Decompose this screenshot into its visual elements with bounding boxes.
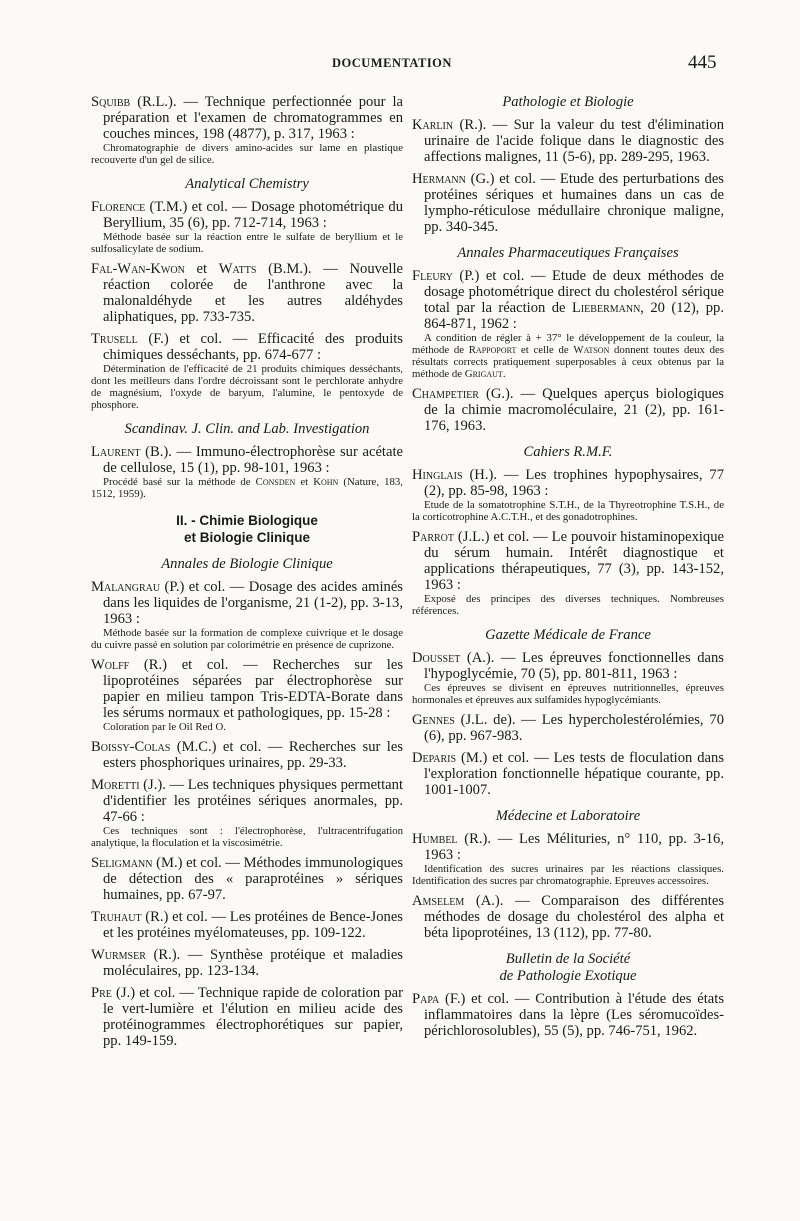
entry-note: Etude de la somatotrophine S.T.H., de la Thyreotrophine T.S.H., de la corticotrophine A.C.T.H., et des gonadotrophines. bbox=[412, 499, 724, 523]
entry-text: (R.). — Synthèse protéique et maladies moléculaires, pp. 123-134. bbox=[103, 947, 403, 979]
entry-text: (G.). — Quelques aperçus biologiques de la chimie macromoléculaire, 21 (2), pp. 161-176, 1963. bbox=[424, 386, 724, 434]
page-number: 445 bbox=[688, 52, 717, 73]
entry-author: Parrot bbox=[412, 529, 455, 545]
journal-heading-line: de Pathologie Exotique bbox=[499, 968, 637, 984]
bib-entry-seligmann bbox=[91, 855, 403, 903]
entry-note: Chromatographie de divers amino-acides sur lame en plastique recouverte d'un gel de silice. bbox=[91, 142, 403, 166]
entry-author: Hinglais bbox=[412, 467, 463, 483]
entry-author: Dousset bbox=[412, 650, 461, 666]
entry-text: (A.). — Comparaison des différentes méthodes de dosage du cholestérol des alpha et béta lipoprotéines, 13 (112), pp. 77-80. bbox=[424, 893, 724, 941]
bib-entry-falwankwon bbox=[91, 261, 403, 325]
note-author: Rappoport bbox=[468, 344, 517, 356]
entry-note: Ces techniques sont : l'électrophorèse, l'ultracentrifugation analytique, la floculation et la viscosimétrie. bbox=[91, 825, 403, 849]
entry-note: Ces épreuves se divisent en épreuves nutritionnelles, épreuves hormonales et épreuves aux sulfamides hypoglycémiants. bbox=[412, 682, 724, 706]
entry-author: Fal-Wan-Kwon bbox=[91, 261, 185, 277]
journal-heading: Annales de Biologie Clinique bbox=[161, 556, 333, 572]
entry-author: Moretti bbox=[91, 777, 140, 793]
entry-author: Wurmser bbox=[91, 947, 146, 963]
running-header bbox=[0, 52, 800, 76]
bib-entry-fleury bbox=[412, 268, 724, 380]
entry-text: (J.). — Les techniques physiques permettant d'identifier les protéines sériques anormales, pp. 47-66 : bbox=[103, 777, 403, 825]
entry-text: (P.) et col. — Dosage des acides aminés dans les liquides de l'organisme, 21 (1-2), pp. 3-13, 1963 : bbox=[103, 579, 403, 627]
entry-author: Liebermann bbox=[571, 300, 641, 316]
entry-author: Boissy-Colas bbox=[91, 739, 171, 755]
entry-note: Exposé des principes des diverses techniques. Nombreuses références. bbox=[412, 593, 724, 617]
note-text: (Nature, 183, 1512, 1959). bbox=[91, 476, 403, 500]
entry-note bbox=[412, 332, 724, 380]
bib-entry-parrot bbox=[412, 529, 724, 617]
section-heading-line: II. - Chimie Biologique bbox=[176, 513, 318, 528]
entry-author: Deparis bbox=[412, 750, 457, 766]
entry-text: (F.) et col. — Contribution à l'étude des états inflammatoires dans la lèpre (Les séromucoïdes-périchlorosolubles), 55 (5), pp. 746-751, 1962. bbox=[424, 991, 724, 1039]
entry-note: Identification des sucres urinaires par les réactions classiques. Identification des sucres par chromatographie. Epreuves accessoires. bbox=[412, 863, 724, 887]
entry-text: (M.) et col. — Les tests de floculation dans l'exploration fonctionnelle hépatique courante, pp. 1001-1007. bbox=[424, 750, 724, 798]
entry-author: Watts bbox=[218, 261, 257, 277]
entry-text: (J.) et col. — Technique rapide de coloration par le vert-lumière et l'élution en milieu acide des protéinogrammes électrophorétiques sur papier, pp. 149-159. bbox=[103, 985, 403, 1049]
bib-entry-boissy bbox=[91, 739, 403, 771]
entry-text: (J.L.) et col. — Le pouvoir histaminopexique du sérum humain. Intérêt diagnostique et applications thérapeutiques, 77 (3), pp. 143-152, 1963 : bbox=[424, 529, 724, 593]
bib-entry-hinglais bbox=[412, 467, 724, 523]
journal-heading: Annales Pharmaceutiques Françaises bbox=[457, 245, 679, 261]
entry-text: (R.) et col. — Les protéines de Bence-Jones et les protéines myélomateuses, pp. 109-122. bbox=[103, 909, 403, 941]
bib-entry-champetier bbox=[412, 386, 724, 434]
entry-note: Coloration par le Oil Red O. bbox=[103, 721, 226, 733]
entry-author: Hermann bbox=[412, 171, 466, 187]
bib-entry-papa bbox=[412, 991, 724, 1039]
note-text: et celle de bbox=[516, 344, 574, 356]
bib-entry-gennes bbox=[412, 712, 724, 744]
section-heading bbox=[91, 512, 403, 546]
entry-author: Papa bbox=[412, 991, 440, 1007]
note-text: et bbox=[295, 476, 314, 488]
bib-entry-trusell bbox=[91, 331, 403, 411]
entry-text: (F.) et col. — Efficacité des produits chimiques desséchants, pp. 674-677 : bbox=[103, 331, 403, 363]
note-text: . bbox=[502, 368, 506, 380]
entry-note: Méthode basée sur la formation de complexe cuivrique et le dosage du cuivre passé en solution par colorimétrie en présence de cuprizone. bbox=[91, 627, 403, 651]
note-text: donnent toutes deux des résultats corrects pratiquement superposables à ceux obtenus par la méthode de bbox=[412, 344, 724, 380]
journal-heading-line: Bulletin de la Société bbox=[505, 951, 631, 967]
bib-entry-malangrau bbox=[91, 579, 403, 651]
entry-author: Squibb bbox=[91, 94, 131, 110]
section-heading-line: et Biologie Clinique bbox=[183, 530, 310, 545]
entry-note bbox=[91, 476, 403, 500]
bib-entry-wolff bbox=[91, 657, 403, 733]
journal-heading: Pathologie et Biologie bbox=[502, 94, 634, 110]
entry-text: (R.). — Les Mélituries, n° 110, pp. 3-16, 1963 : bbox=[424, 831, 724, 863]
note-text: Procédé basé sur la méthode de bbox=[103, 476, 256, 488]
entry-text: (P.) et col. — Etude de deux méthodes de dosage photométrique direct du cholestérol sérique total par la réaction de bbox=[424, 268, 724, 316]
bib-entry-laurent bbox=[91, 444, 403, 500]
note-author: Watson bbox=[573, 344, 610, 356]
entry-text: (R.L.). — Technique perfectionnée pour la préparation et l'examen de chromatogrammes en couches minces, 198 (4877), p. 317, 1963 : bbox=[103, 94, 403, 142]
entry-author: Florence bbox=[91, 199, 146, 215]
bib-entry-pre bbox=[91, 985, 403, 1049]
right-column bbox=[412, 94, 724, 1045]
entry-author: Trusell bbox=[91, 331, 138, 347]
note-author: Kohn bbox=[313, 476, 339, 488]
journal-heading bbox=[412, 951, 724, 985]
entry-text: (J.L. de). — Les hypercholestérolémies, 70 (6), pp. 967-983. bbox=[424, 712, 724, 744]
note-author: Consden bbox=[255, 476, 296, 488]
bib-entry-wurmser bbox=[91, 947, 403, 979]
entry-text: (A.). — Les épreuves fonctionnelles dans l'hypoglycémie, 70 (5), pp. 801-811, 1963 : bbox=[424, 650, 724, 682]
entry-text: (G.) et col. — Etude des perturbations des protéines sériques et humaines dans un cas de lympho-réticulose médullaire chronique maligne, pp. 340-345. bbox=[424, 171, 724, 235]
entry-text: (R.). — Sur la valeur du test d'élimination urinaire de l'acide folique dans le diagnostic des affections malignes, 11 (5-6), pp. 289-295, 1963. bbox=[424, 117, 724, 165]
entry-author: Fleury bbox=[412, 268, 453, 284]
entry-text: (R.) et col. — Recherches sur les lipoprotéines séparées par électrophorèse sur papier en milieu tampon Tris-EDTA-Borate dans les sérums normaux et pathologiques, pp. 15-28 : bbox=[103, 657, 403, 721]
bib-entry-karlin bbox=[412, 117, 724, 165]
entry-text: (M.C.) et col. — Recherches sur les esters phosphoriques urinaires, pp. 29-33. bbox=[103, 739, 403, 771]
bib-entry-truhaut bbox=[91, 909, 403, 941]
bib-entry-deparis bbox=[412, 750, 724, 798]
entry-note: Méthode basée sur la réaction entre le sulfate de beryllium et le sulfosalicylate de sodium. bbox=[91, 231, 403, 255]
journal-heading: Scandinav. J. Clin. and Lab. Investigation bbox=[124, 421, 370, 437]
entry-text: , 20 (12), pp. 864-871, 1962 : bbox=[424, 300, 724, 332]
note-text: A condition de régler à + 37° le développement de la couleur, la méthode de bbox=[412, 332, 724, 356]
entry-author: Humbel bbox=[412, 831, 458, 847]
entry-author: Pre bbox=[91, 985, 112, 1001]
entry-text: (B.M.). — Nouvelle réaction colorée de l'anthrone avec la malonaldéhyde et les autres aldéhydes aliphatiques, pp. 733-735. bbox=[103, 261, 403, 325]
bib-entry-squibb bbox=[91, 94, 403, 166]
journal-heading: Cahiers R.M.F. bbox=[523, 444, 613, 460]
entry-text: et bbox=[184, 261, 219, 277]
entry-author: Laurent bbox=[91, 444, 141, 460]
bib-entry-amselem bbox=[412, 893, 724, 941]
bib-entry-dousset bbox=[412, 650, 724, 706]
entry-text: (M.) et col. — Méthodes immunologiques de détection des « paraprotéines » sériques humaines, pp. 67-97. bbox=[103, 855, 403, 903]
entry-author: Champetier bbox=[412, 386, 479, 402]
bib-entry-humbel bbox=[412, 831, 724, 887]
bib-entry-hermann bbox=[412, 171, 724, 235]
entry-text: (H.). — Les trophines hypophysaires, 77 (2), pp. 85-98, 1963 : bbox=[424, 467, 724, 499]
entry-author: Amselem bbox=[412, 893, 465, 909]
note-author: Grigaut bbox=[464, 368, 503, 380]
entry-author: Karlin bbox=[412, 117, 454, 133]
entry-author: Seligmann bbox=[91, 855, 153, 871]
entry-text: (T.M.) et col. — Dosage photométrique du Beryllium, 35 (6), pp. 712-714, 1963 : bbox=[103, 199, 403, 231]
entry-author: Malangrau bbox=[91, 579, 161, 595]
running-title: DOCUMENTATION bbox=[332, 56, 452, 70]
journal-heading: Gazette Médicale de France bbox=[485, 627, 651, 643]
entry-author: Wolff bbox=[91, 657, 130, 673]
entry-author: Gennes bbox=[412, 712, 455, 728]
entry-note: Détermination de l'efficacité de 21 produits chimiques desséchants, dont les meilleurs dans l'ordre décroissant sont le perchlorate anhydre de magnésium, l'oxyde de baryum, l'alumine, le pentoxyde de phosphore. bbox=[91, 363, 403, 411]
left-column bbox=[91, 94, 403, 1055]
entry-author: Truhaut bbox=[91, 909, 142, 925]
bib-entry-florence bbox=[91, 199, 403, 255]
journal-heading: Médecine et Laboratoire bbox=[495, 808, 641, 824]
bib-entry-moretti bbox=[91, 777, 403, 849]
journal-heading: Analytical Chemistry bbox=[185, 176, 309, 192]
entry-text: (B.). — Immuno-électrophorèse sur acétate de cellulose, 15 (1), pp. 98-101, 1963 : bbox=[103, 444, 403, 476]
